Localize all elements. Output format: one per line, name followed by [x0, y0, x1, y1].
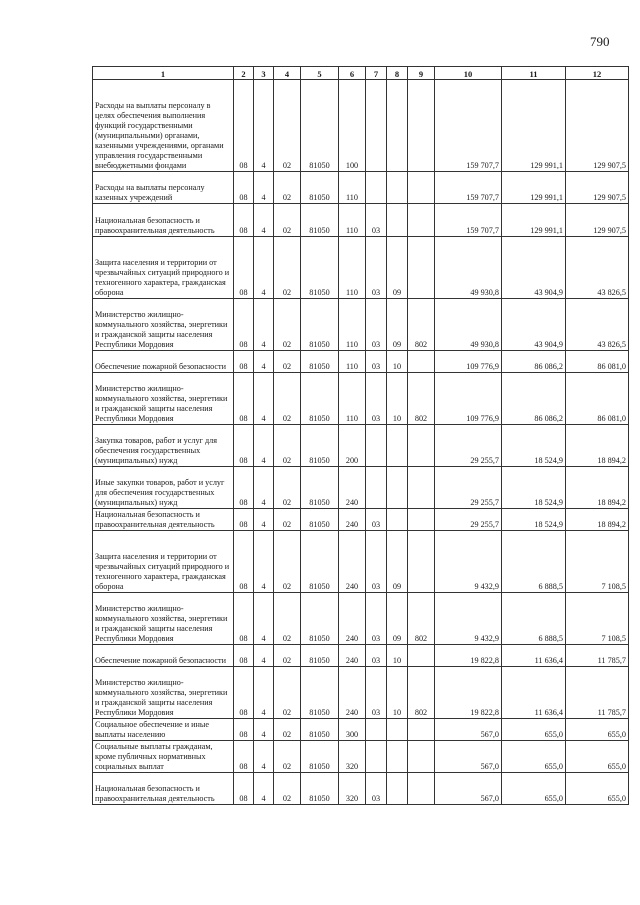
code-col-4: 02 — [274, 373, 301, 425]
code-col-7 — [366, 425, 387, 467]
amount-col-12: 655,0 — [566, 719, 629, 741]
code-col-9 — [408, 425, 435, 467]
row-name: Защита населения и территории от чрезвычайных ситуаций природного и техногенного характера, гражданская оборона — [93, 531, 234, 593]
code-col-4: 02 — [274, 719, 301, 741]
code-col-5: 81050 — [301, 373, 339, 425]
code-col-6: 300 — [339, 719, 366, 741]
code-col-4: 02 — [274, 351, 301, 373]
code-col-9 — [408, 351, 435, 373]
amount-col-12: 129 907,5 — [566, 172, 629, 204]
code-col-7 — [366, 80, 387, 172]
code-col-4: 02 — [274, 80, 301, 172]
row-name: Обеспечение пожарной безопасности — [93, 351, 234, 373]
code-col-5: 81050 — [301, 351, 339, 373]
code-col-6: 110 — [339, 299, 366, 351]
code-col-2: 08 — [234, 645, 254, 667]
amount-col-12: 129 907,5 — [566, 204, 629, 237]
code-col-7: 03 — [366, 237, 387, 299]
amount-col-10: 49 930,8 — [435, 237, 502, 299]
amount-col-11: 655,0 — [502, 741, 566, 773]
amount-col-12: 18 894,2 — [566, 425, 629, 467]
code-col-7: 03 — [366, 773, 387, 805]
amount-col-11: 86 086,2 — [502, 373, 566, 425]
amount-col-11: 43 904,9 — [502, 237, 566, 299]
code-col-4: 02 — [274, 645, 301, 667]
column-header-11: 11 — [502, 67, 566, 80]
amount-col-11: 6 888,5 — [502, 593, 566, 645]
code-col-9 — [408, 467, 435, 509]
code-col-3: 4 — [254, 204, 274, 237]
page-number: 790 — [590, 34, 610, 49]
amount-col-10: 19 822,8 — [435, 667, 502, 719]
code-col-3: 4 — [254, 741, 274, 773]
amount-col-10: 9 432,9 — [435, 593, 502, 645]
code-col-7: 03 — [366, 351, 387, 373]
code-col-3: 4 — [254, 531, 274, 593]
code-col-4: 02 — [274, 593, 301, 645]
code-col-2: 08 — [234, 741, 254, 773]
amount-col-11: 129 991,1 — [502, 172, 566, 204]
amount-col-12: 129 907,5 — [566, 80, 629, 172]
row-name: Расходы на выплаты персоналу казенных учреждений — [93, 172, 234, 204]
amount-col-11: 86 086,2 — [502, 351, 566, 373]
code-col-6: 240 — [339, 531, 366, 593]
amount-col-10: 29 255,7 — [435, 425, 502, 467]
code-col-6: 240 — [339, 667, 366, 719]
row-name: Министерство жилищно-коммунального хозяйства, энергетики и гражданской защиты населения Республики Мордовия — [93, 667, 234, 719]
amount-col-12: 18 894,2 — [566, 509, 629, 531]
code-col-3: 4 — [254, 719, 274, 741]
code-col-5: 81050 — [301, 237, 339, 299]
code-col-3: 4 — [254, 425, 274, 467]
amount-col-10: 29 255,7 — [435, 467, 502, 509]
column-header-4: 4 — [274, 67, 301, 80]
amount-col-11: 655,0 — [502, 719, 566, 741]
amount-col-11: 18 524,9 — [502, 425, 566, 467]
code-col-6: 320 — [339, 741, 366, 773]
table-row — [93, 509, 629, 531]
amount-col-11: 6 888,5 — [502, 531, 566, 593]
amount-col-12: 7 108,5 — [566, 531, 629, 593]
code-col-8: 10 — [387, 351, 408, 373]
code-col-9 — [408, 773, 435, 805]
table-row — [93, 237, 629, 299]
amount-col-10: 29 255,7 — [435, 509, 502, 531]
code-col-6: 240 — [339, 509, 366, 531]
column-header-12: 12 — [566, 67, 629, 80]
column-header-5: 5 — [301, 67, 339, 80]
amount-col-10: 159 707,7 — [435, 172, 502, 204]
amount-col-11: 655,0 — [502, 773, 566, 805]
row-name: Национальная безопасность и правоохранительная деятельность — [93, 773, 234, 805]
code-col-5: 81050 — [301, 204, 339, 237]
amount-col-12: 43 826,5 — [566, 299, 629, 351]
amount-col-12: 11 785,7 — [566, 667, 629, 719]
code-col-5: 81050 — [301, 509, 339, 531]
code-col-3: 4 — [254, 509, 274, 531]
code-col-2: 08 — [234, 172, 254, 204]
code-col-8 — [387, 741, 408, 773]
table-header-row — [93, 67, 629, 80]
amount-col-11: 18 524,9 — [502, 509, 566, 531]
amount-col-11: 11 636,4 — [502, 667, 566, 719]
table-row — [93, 373, 629, 425]
code-col-3: 4 — [254, 299, 274, 351]
code-col-5: 81050 — [301, 593, 339, 645]
code-col-7 — [366, 741, 387, 773]
column-header-2: 2 — [234, 67, 254, 80]
column-header-8: 8 — [387, 67, 408, 80]
amount-col-12: 7 108,5 — [566, 593, 629, 645]
code-col-6: 110 — [339, 351, 366, 373]
code-col-8: 10 — [387, 667, 408, 719]
code-col-4: 02 — [274, 299, 301, 351]
table-row — [93, 351, 629, 373]
column-header-10: 10 — [435, 67, 502, 80]
code-col-4: 02 — [274, 467, 301, 509]
code-col-9 — [408, 645, 435, 667]
code-col-6: 110 — [339, 237, 366, 299]
row-name: Иные закупки товаров, работ и услуг для обеспечения государственных (муниципальных) нужд — [93, 467, 234, 509]
code-col-7: 03 — [366, 593, 387, 645]
code-col-9 — [408, 719, 435, 741]
code-col-2: 08 — [234, 80, 254, 172]
code-col-9: 802 — [408, 373, 435, 425]
code-col-8 — [387, 425, 408, 467]
code-col-5: 81050 — [301, 467, 339, 509]
amount-col-10: 109 776,9 — [435, 351, 502, 373]
table-row — [93, 773, 629, 805]
code-col-8 — [387, 509, 408, 531]
code-col-6: 320 — [339, 773, 366, 805]
code-col-2: 08 — [234, 467, 254, 509]
row-name: Социальные выплаты гражданам, кроме публичных нормативных социальных выплат — [93, 741, 234, 773]
code-col-4: 02 — [274, 509, 301, 531]
row-name: Защита населения и территории от чрезвычайных ситуаций природного и техногенного характера, гражданская оборона — [93, 237, 234, 299]
table-row — [93, 467, 629, 509]
code-col-8: 10 — [387, 645, 408, 667]
amount-col-10: 159 707,7 — [435, 204, 502, 237]
amount-col-10: 567,0 — [435, 773, 502, 805]
code-col-9 — [408, 172, 435, 204]
code-col-7 — [366, 172, 387, 204]
code-col-6: 240 — [339, 467, 366, 509]
code-col-2: 08 — [234, 204, 254, 237]
code-col-5: 81050 — [301, 719, 339, 741]
code-col-2: 08 — [234, 425, 254, 467]
amount-col-12: 655,0 — [566, 741, 629, 773]
code-col-7: 03 — [366, 531, 387, 593]
code-col-7: 03 — [366, 645, 387, 667]
code-col-7 — [366, 719, 387, 741]
code-col-4: 02 — [274, 425, 301, 467]
code-col-3: 4 — [254, 467, 274, 509]
code-col-4: 02 — [274, 741, 301, 773]
code-col-2: 08 — [234, 299, 254, 351]
code-col-9 — [408, 237, 435, 299]
code-col-2: 08 — [234, 509, 254, 531]
amount-col-12: 43 826,5 — [566, 237, 629, 299]
code-col-7: 03 — [366, 373, 387, 425]
amount-col-12: 18 894,2 — [566, 467, 629, 509]
code-col-3: 4 — [254, 373, 274, 425]
code-col-2: 08 — [234, 667, 254, 719]
row-name: Обеспечение пожарной безопасности — [93, 645, 234, 667]
table-row — [93, 741, 629, 773]
code-col-8 — [387, 719, 408, 741]
code-col-2: 08 — [234, 593, 254, 645]
table-row — [93, 204, 629, 237]
amount-col-11: 11 636,4 — [502, 645, 566, 667]
code-col-8 — [387, 80, 408, 172]
column-header-7: 7 — [366, 67, 387, 80]
amount-col-12: 11 785,7 — [566, 645, 629, 667]
code-col-5: 81050 — [301, 531, 339, 593]
code-col-3: 4 — [254, 237, 274, 299]
table-row — [93, 299, 629, 351]
budget-table — [92, 66, 629, 805]
column-header-1: 1 — [93, 67, 234, 80]
code-col-8: 09 — [387, 531, 408, 593]
code-col-5: 81050 — [301, 667, 339, 719]
amount-col-10: 49 930,8 — [435, 299, 502, 351]
code-col-4: 02 — [274, 204, 301, 237]
code-col-4: 02 — [274, 667, 301, 719]
code-col-2: 08 — [234, 719, 254, 741]
code-col-9: 802 — [408, 299, 435, 351]
column-header-3: 3 — [254, 67, 274, 80]
code-col-6: 240 — [339, 645, 366, 667]
code-col-8: 10 — [387, 373, 408, 425]
code-col-3: 4 — [254, 80, 274, 172]
row-name: Национальная безопасность и правоохранительная деятельность — [93, 204, 234, 237]
table-row — [93, 531, 629, 593]
code-col-8 — [387, 204, 408, 237]
code-col-6: 100 — [339, 80, 366, 172]
row-name: Министерство жилищно-коммунального хозяйства, энергетики и гражданской защиты населения Республики Мордовия — [93, 373, 234, 425]
code-col-9 — [408, 80, 435, 172]
code-col-8: 09 — [387, 237, 408, 299]
row-name: Расходы на выплаты персоналу в целях обеспечения выполнения функций государственными (муниципальными) органами, казенными учреждениями, органами управления государственными внебюджетными фондами — [93, 80, 234, 172]
code-col-3: 4 — [254, 172, 274, 204]
amount-col-10: 109 776,9 — [435, 373, 502, 425]
code-col-9: 802 — [408, 667, 435, 719]
row-name: Закупка товаров, работ и услуг для обеспечения государственных (муниципальных) нужд — [93, 425, 234, 467]
amount-col-12: 86 081,0 — [566, 373, 629, 425]
amount-col-11: 129 991,1 — [502, 80, 566, 172]
code-col-5: 81050 — [301, 80, 339, 172]
amount-col-10: 159 707,7 — [435, 80, 502, 172]
code-col-7: 03 — [366, 509, 387, 531]
code-col-7 — [366, 467, 387, 509]
code-col-7: 03 — [366, 667, 387, 719]
row-name: Министерство жилищно-коммунального хозяйства, энергетики и гражданской защиты населения Республики Мордовия — [93, 299, 234, 351]
code-col-8 — [387, 467, 408, 509]
table-row — [93, 425, 629, 467]
code-col-5: 81050 — [301, 645, 339, 667]
code-col-5: 81050 — [301, 773, 339, 805]
code-col-9 — [408, 204, 435, 237]
code-col-2: 08 — [234, 351, 254, 373]
table-row — [93, 667, 629, 719]
code-col-5: 81050 — [301, 172, 339, 204]
code-col-6: 110 — [339, 373, 366, 425]
code-col-9 — [408, 509, 435, 531]
row-name: Социальное обеспечение и иные выплаты населению — [93, 719, 234, 741]
code-col-4: 02 — [274, 531, 301, 593]
code-col-8: 09 — [387, 593, 408, 645]
column-header-6: 6 — [339, 67, 366, 80]
code-col-5: 81050 — [301, 741, 339, 773]
amount-col-11: 129 991,1 — [502, 204, 566, 237]
code-col-7: 03 — [366, 204, 387, 237]
table-row — [93, 719, 629, 741]
table-row — [93, 80, 629, 172]
code-col-4: 02 — [274, 172, 301, 204]
code-col-5: 81050 — [301, 299, 339, 351]
code-col-2: 08 — [234, 237, 254, 299]
amount-col-12: 655,0 — [566, 773, 629, 805]
table-row — [93, 172, 629, 204]
code-col-6: 200 — [339, 425, 366, 467]
code-col-3: 4 — [254, 593, 274, 645]
code-col-7: 03 — [366, 299, 387, 351]
amount-col-11: 18 524,9 — [502, 467, 566, 509]
code-col-3: 4 — [254, 667, 274, 719]
code-col-2: 08 — [234, 531, 254, 593]
table-body — [93, 80, 629, 805]
code-col-9 — [408, 741, 435, 773]
code-col-6: 240 — [339, 593, 366, 645]
code-col-3: 4 — [254, 351, 274, 373]
amount-col-12: 86 081,0 — [566, 351, 629, 373]
amount-col-10: 567,0 — [435, 719, 502, 741]
code-col-2: 08 — [234, 373, 254, 425]
code-col-2: 08 — [234, 773, 254, 805]
code-col-9: 802 — [408, 593, 435, 645]
code-col-8 — [387, 172, 408, 204]
table-row — [93, 593, 629, 645]
code-col-3: 4 — [254, 773, 274, 805]
code-col-8: 09 — [387, 299, 408, 351]
row-name: Министерство жилищно-коммунального хозяйства, энергетики и гражданской защиты населения Республики Мордовия — [93, 593, 234, 645]
code-col-5: 81050 — [301, 425, 339, 467]
code-col-6: 110 — [339, 172, 366, 204]
table-row — [93, 645, 629, 667]
code-col-4: 02 — [274, 237, 301, 299]
amount-col-10: 567,0 — [435, 741, 502, 773]
code-col-3: 4 — [254, 645, 274, 667]
amount-col-11: 43 904,9 — [502, 299, 566, 351]
amount-col-10: 19 822,8 — [435, 645, 502, 667]
code-col-4: 02 — [274, 773, 301, 805]
code-col-9 — [408, 531, 435, 593]
code-col-6: 110 — [339, 204, 366, 237]
row-name: Национальная безопасность и правоохранительная деятельность — [93, 509, 234, 531]
column-header-9: 9 — [408, 67, 435, 80]
code-col-8 — [387, 773, 408, 805]
amount-col-10: 9 432,9 — [435, 531, 502, 593]
